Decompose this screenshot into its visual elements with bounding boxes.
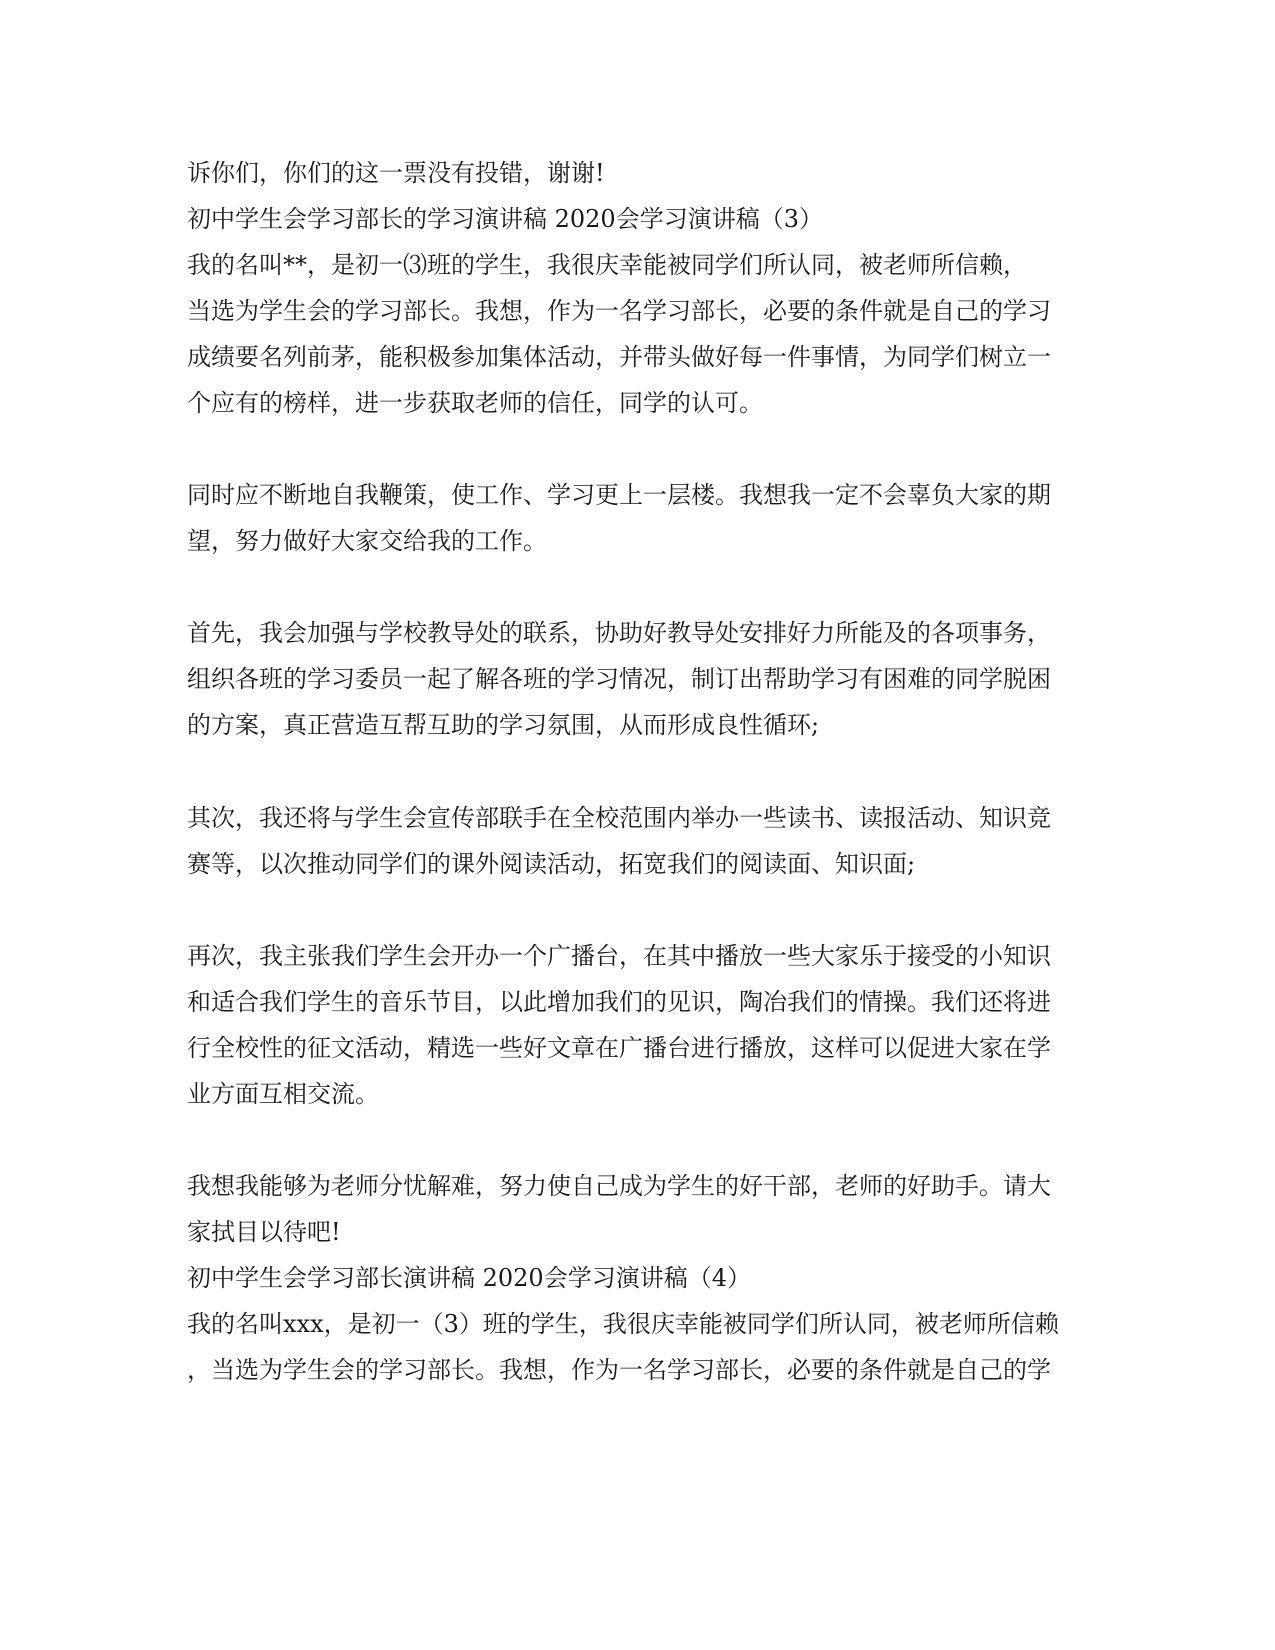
section-heading: 初中学生会学习部长演讲稿 2020会学习演讲稿（4）: [187, 1264, 751, 1292]
text-line: 个应有的榜样，进一步获取老师的信任，同学的认可。: [187, 389, 763, 417]
text-line: 望，努力做好大家交给我的工作。: [187, 527, 547, 555]
text-line: 业方面互相交流。: [187, 1080, 379, 1108]
text-line: 和适合我们学生的音乐节目，以此增加我们的见识，陶冶我们的情操。我们还将进: [187, 988, 1051, 1016]
text-line: 组织各班的学习委员一起了解各班的学习情况，制订出帮助学习有困难的同学脱困: [187, 665, 1051, 693]
text-line: 赛等，以次推动同学们的课外阅读活动，拓宽我们的阅读面、知识面;: [187, 850, 916, 878]
section-heading: 初中学生会学习部长的学习演讲稿 2020会学习演讲稿（3）: [187, 205, 823, 233]
text-line: 我的名叫**，是初一⑶班的学生，我很庆幸能被同学们所认同，被老师所信赖，: [187, 251, 1027, 279]
text-line: ，当选为学生会的学习部长。我想，作为一名学习部长，必要的条件就是自己的学: [187, 1356, 1051, 1384]
text-line: 我想我能够为老师分忧解难，努力使自己成为学生的好干部，老师的好助手。请大: [187, 1172, 1051, 1200]
text-line: 的方案，真正营造互帮互助的学习氛围，从而形成良性循环;: [187, 711, 820, 739]
text-line: 成绩要名列前茅，能积极参加集体活动，并带头做好每一件事情，为同学们树立一: [187, 343, 1051, 371]
text-line: 首先，我会加强与学校教导处的联系，协助好教导处安排好力所能及的各项事务，: [187, 619, 1051, 647]
text-line: 行全校性的征文活动，精选一些好文章在广播台进行播放，这样可以促进大家在学: [187, 1034, 1051, 1062]
text-line: 家拭目以待吧!: [187, 1218, 341, 1246]
text-line: 再次，我主张我们学生会开办一个广播台，在其中播放一些大家乐于接受的小知识: [187, 942, 1051, 970]
text-line: 同时应不断地自我鞭策，使工作、学习更上一层楼。我想我一定不会辜负大家的期: [187, 481, 1051, 509]
text-line: 我的名叫xxx，是初一（3）班的学生，我很庆幸能被同学们所认同，被老师所信赖: [187, 1310, 1059, 1338]
text-line: 当选为学生会的学习部长。我想，作为一名学习部长，必要的条件就是自己的学习: [187, 297, 1051, 325]
text-line: 诉你们，你们的这一票没有投错，谢谢!: [187, 159, 605, 187]
text-line: 其次，我还将与学生会宣传部联手在全校范围内举办一些读书、读报活动、知识竞: [187, 804, 1051, 832]
